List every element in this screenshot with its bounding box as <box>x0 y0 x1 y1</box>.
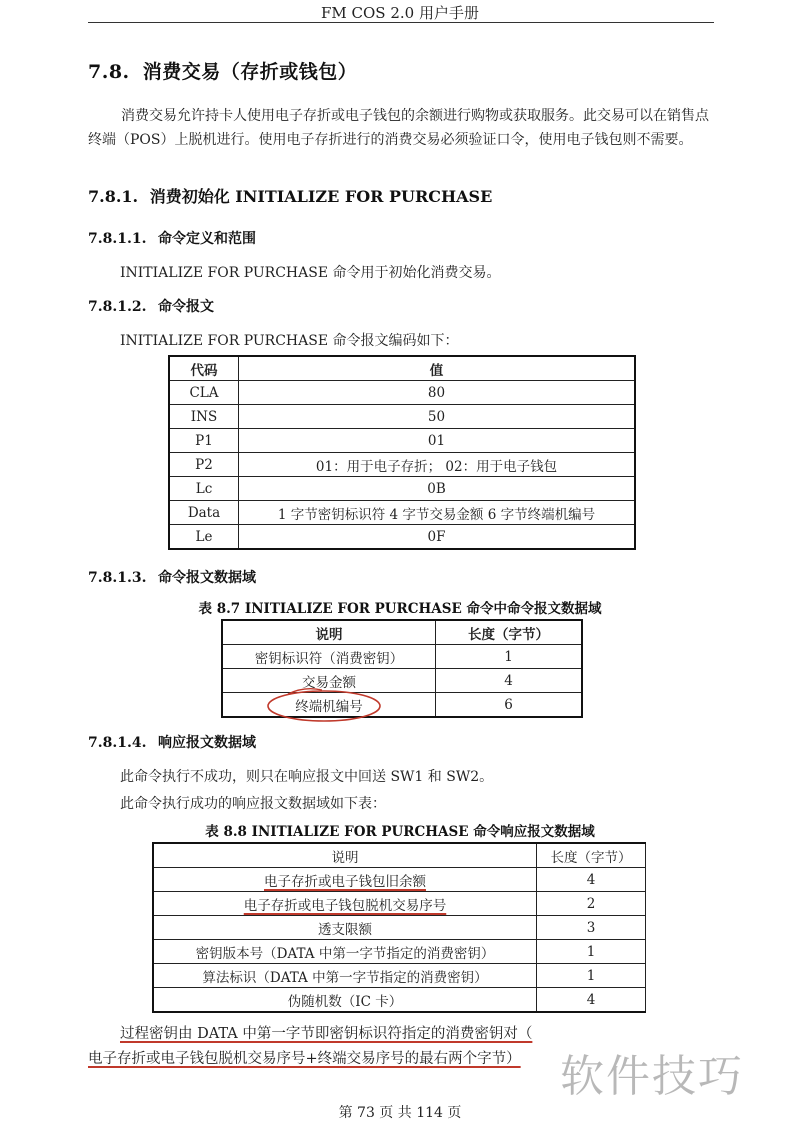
table-header-cell: 长度（字节） <box>537 843 646 868</box>
table-row <box>169 429 635 453</box>
table-cell: 交易金额 <box>222 669 436 693</box>
table-cell: 密钥版本号（DATA 中第一字节指定的消费密钥） <box>153 940 537 964</box>
table-cell: 密钥标识符（消费密钥） <box>222 645 436 669</box>
table-header-cell: 值 <box>239 356 636 381</box>
table-row <box>169 477 635 501</box>
heading-title: 命令报文数据域 <box>158 570 256 586</box>
heading-title: 命令报文 <box>158 299 214 315</box>
table-header-row <box>222 620 582 645</box>
command-definition-text: INITIALIZE FOR PURCHASE 命令用于初始化消费交易。 <box>120 265 501 281</box>
table-8-8 <box>152 842 646 1013</box>
table-cell: INS <box>169 405 239 429</box>
table-cell: 1 字节密钥标识符 4 字节交易金额 6 字节终端机编号 <box>239 501 636 525</box>
subsection-number: 7.8.1. <box>88 187 139 206</box>
table-header-cell: 说明 <box>153 843 537 868</box>
table-cell: 01 <box>239 429 636 453</box>
section-heading <box>88 57 357 84</box>
table-cell: 50 <box>239 405 636 429</box>
table-header-row <box>169 356 635 381</box>
table-cell: 4 <box>436 669 583 693</box>
table-cell: 电子存折或电子钱包旧余额 <box>153 868 537 892</box>
heading-title: 响应报文数据域 <box>158 735 256 751</box>
table-row <box>169 501 635 525</box>
table-cell: 6 <box>436 693 583 718</box>
response-text-failure: 此命令执行不成功，则只在响应报文中回送 SW1 和 SW2。 <box>120 769 494 785</box>
table-row <box>169 525 635 550</box>
command-table <box>168 355 636 550</box>
page-footer: 第 73 页 共 114 页 <box>338 1105 462 1121</box>
table-cell: 1 <box>537 940 646 964</box>
heading-number: 7.8.1.3. <box>88 570 147 586</box>
table-header-cell: 长度（字节） <box>436 620 583 645</box>
heading-title: 命令定义和范围 <box>158 231 256 247</box>
heading-number: 7.8.1.2. <box>88 299 147 315</box>
heading-7-8-1-3 <box>88 567 256 587</box>
subsection-heading <box>88 184 492 207</box>
table-cell: 2 <box>537 892 646 916</box>
table-cell: 透支限额 <box>153 916 537 940</box>
table-8-7-caption: 表 8.7 INITIALIZE FOR PURCHASE 命令中命令报文数据域 <box>198 601 602 617</box>
table-row <box>169 453 635 477</box>
response-text-success: 此命令执行成功的响应报文数据域如下表： <box>120 796 386 812</box>
heading-7-8-1-4 <box>88 732 256 752</box>
table-row <box>153 916 646 940</box>
table-cell: 1 <box>436 645 583 669</box>
table-header-cell: 说明 <box>222 620 436 645</box>
table-row <box>222 645 582 669</box>
table-cell: 4 <box>537 988 646 1013</box>
red-annotation-circle <box>262 684 402 728</box>
table-cell: P1 <box>169 429 239 453</box>
table-header-cell: 代码 <box>169 356 239 381</box>
document-header: FM COS 2.0 用户手册 <box>321 4 479 22</box>
table-cell: 01：用于电子存折； 02：用于电子钱包 <box>239 453 636 477</box>
table-cell: Le <box>169 525 239 550</box>
heading-7-8-1-2 <box>88 296 214 316</box>
table-row <box>153 964 646 988</box>
table-cell: 终端机编号 <box>222 693 436 718</box>
table-cell: Lc <box>169 477 239 501</box>
command-message-text: INITIALIZE FOR PURCHASE 命令报文编码如下： <box>120 333 459 349</box>
heading-number: 7.8.1.4. <box>88 735 147 751</box>
section-number: 7.8. <box>88 61 130 83</box>
table-header-row <box>153 843 646 868</box>
section-intro: 消费交易允许持卡人使用电子存折或电子钱包的余额进行购物或获取服务。此交易可以在销售点终端（POS）上脱机进行。使用电子存折进行的消费交易必须验证口令，使用电子钱包则不需要。 <box>88 108 709 148</box>
table-row <box>169 381 635 405</box>
table-cell: 伪随机数（IC 卡） <box>153 988 537 1013</box>
table-row <box>153 940 646 964</box>
table-cell: 1 <box>537 964 646 988</box>
table-row <box>169 405 635 429</box>
table-cell: 3 <box>537 916 646 940</box>
table-cell: P2 <box>169 453 239 477</box>
table-row <box>153 868 646 892</box>
heading-number: 7.8.1.1. <box>88 231 147 247</box>
header-divider <box>88 22 714 23</box>
bottom-text-line-1: 过程密钥由 DATA 中第一字节即密钥标识符指定的消费密钥对（ <box>120 1026 533 1042</box>
bottom-text-line-2: 电子存折或电子钱包脱机交易序号+终端交易序号的最右两个字节） <box>88 1051 521 1067</box>
table-cell: 算法标识（DATA 中第一字节指定的消费密钥） <box>153 964 537 988</box>
table-cell: CLA <box>169 381 239 405</box>
watermark: 软件技巧 <box>560 1051 744 1102</box>
table-cell: 0F <box>239 525 636 550</box>
heading-7-8-1-1 <box>88 228 256 248</box>
table-row <box>153 988 646 1013</box>
table-8-8-caption: 表 8.8 INITIALIZE FOR PURCHASE 命令响应报文数据域 <box>205 824 595 840</box>
section-title: 消费交易（存折或钱包） <box>142 61 358 83</box>
table-cell: 80 <box>239 381 636 405</box>
subsection-title: 消费初始化 INITIALIZE FOR PURCHASE <box>149 187 493 206</box>
table-cell: Data <box>169 501 239 525</box>
table-cell: 4 <box>537 868 646 892</box>
table-cell: 0B <box>239 477 636 501</box>
table-row <box>153 892 646 916</box>
table-cell: 电子存折或电子钱包脱机交易序号 <box>153 892 537 916</box>
